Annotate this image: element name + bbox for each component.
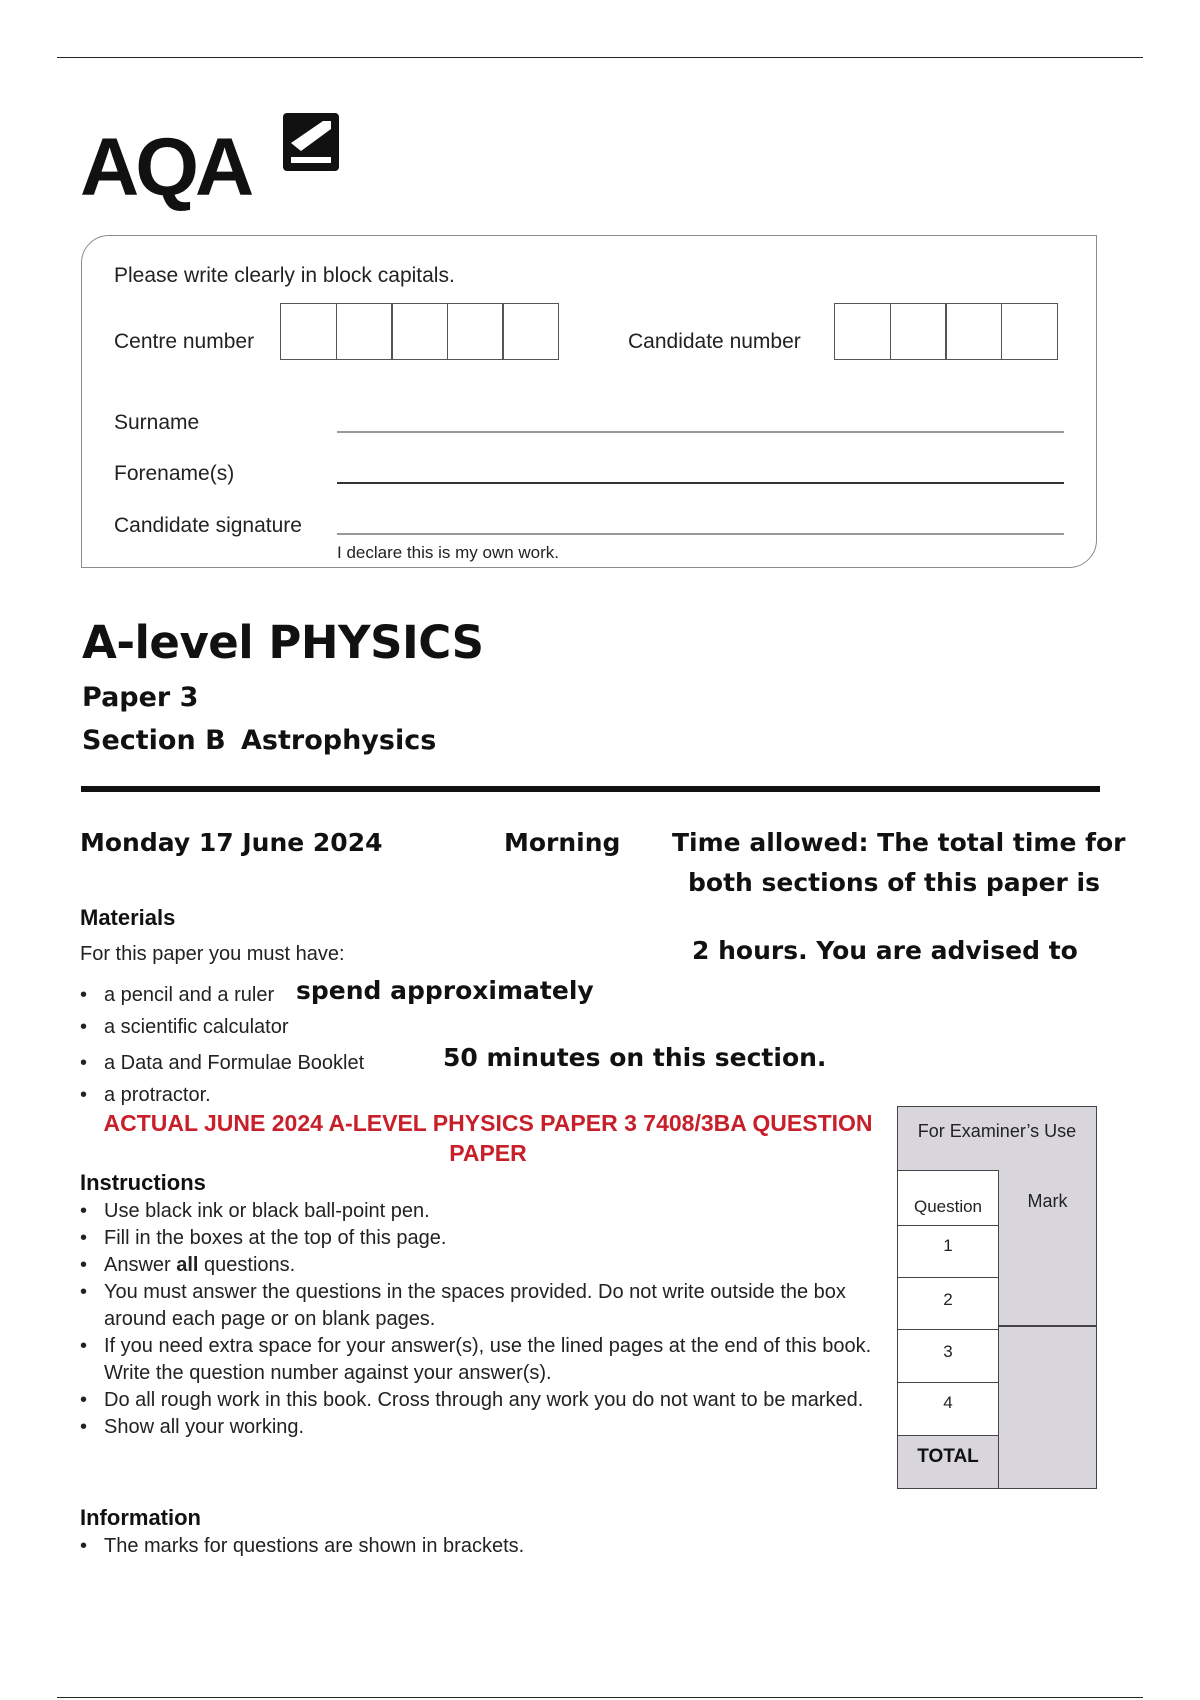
centre-number-boxes [280,303,558,360]
instruction-item: • You must answer the questions in the spaces provided. Do not write outside the box around each page or on blank pages. [80,1279,900,1333]
candidate-digit-box[interactable] [890,303,947,360]
centre-digit-box[interactable] [280,303,337,360]
candidate-number-label: Candidate number [628,330,801,353]
question-cell-1: 1 [898,1226,999,1278]
information-list [80,1535,900,1558]
logo-text: AQA [80,122,251,213]
centre-digit-box[interactable] [502,303,559,360]
signature-line[interactable] [337,533,1064,535]
time-allowed-line1: Time allowed: The total time for [672,828,1126,857]
exam-date: Monday 17 June 2024 [80,828,383,857]
forenames-line[interactable] [337,482,1064,484]
centre-number-label: Centre number [114,330,255,353]
candidate-digit-box[interactable] [834,303,891,360]
exam-session: Morning [504,828,621,857]
leak-notice-line1: ACTUAL JUNE 2024 A-LEVEL PHYSICS PAPER 3 7408/3BA QUESTION [103,1110,873,1136]
time-allowed-line4: spend approximately [296,976,594,1005]
title-divider [81,786,1100,792]
mark-divider [999,1325,1096,1327]
time-allowed-line5: 50 minutes on this section. [443,1043,827,1072]
surname-line[interactable] [337,431,1064,433]
surname-label: Surname [114,411,200,434]
block-capitals-instruction: Please write clearly in block capitals. [114,264,455,287]
paper-title: A-level PHYSICS [82,616,484,669]
instruction-item: • Do all rough work in this book. Cross through any work you do not want to be marked. [80,1387,900,1414]
information-heading: Information [80,1505,201,1530]
leak-notice-line2: PAPER [449,1140,527,1166]
question-cell-2: 2 [898,1278,999,1330]
declaration-text: I declare this is my own work. [337,543,560,562]
instructions-heading: Instructions [80,1170,206,1195]
instruction-item: • Fill in the boxes at the top of this page. [80,1225,900,1252]
forenames-label: Forename(s) [114,462,235,485]
time-allowed-line2: both sections of this paper is [688,868,1101,897]
examiner-table-title: For Examiner’s Use [917,1121,1077,1141]
question-cell-3: 3 [898,1330,999,1383]
instruction-item: • Answer all questions. [80,1252,900,1279]
leak-notice [82,1108,894,1168]
information-item: • The marks for questions are shown in brackets. [80,1535,900,1558]
section-topic: Astrophysics [241,725,437,756]
centre-digit-box[interactable] [447,303,504,360]
candidate-digit-box[interactable] [945,303,1002,360]
paper-number: Paper 3 [82,682,199,713]
time-allowed-line3: 2 hours. You are advised to [692,936,1078,965]
centre-digit-box[interactable] [336,303,393,360]
instruction-item: • Show all your working. [80,1414,900,1441]
candidate-number-boxes [834,303,1056,360]
logo-mark-icon [283,113,339,171]
candidate-digit-box[interactable] [1001,303,1058,360]
question-header: Question [898,1170,999,1226]
section-label: Section B [82,725,226,756]
instructions-list [80,1198,900,1441]
bottom-rule [57,1697,1143,1698]
instruction-item: • If you need extra space for your answer(s), use the lined pages at the end of this book. Write the question number against your answer(s). [80,1333,900,1387]
instruction-item: • Use black ink or black ball-point pen. [80,1198,900,1225]
total-cell: TOTAL [898,1436,999,1488]
aqa-logo [80,113,350,213]
materials-heading: Materials [80,905,176,930]
materials-intro: For this paper you must have: [80,943,345,965]
top-rule [57,57,1143,58]
mark-header: Mark [1027,1191,1068,1211]
signature-label: Candidate signature [114,514,302,537]
examiner-use-table [897,1106,1097,1489]
question-cell-4: 4 [898,1383,999,1436]
centre-digit-box[interactable] [391,303,448,360]
